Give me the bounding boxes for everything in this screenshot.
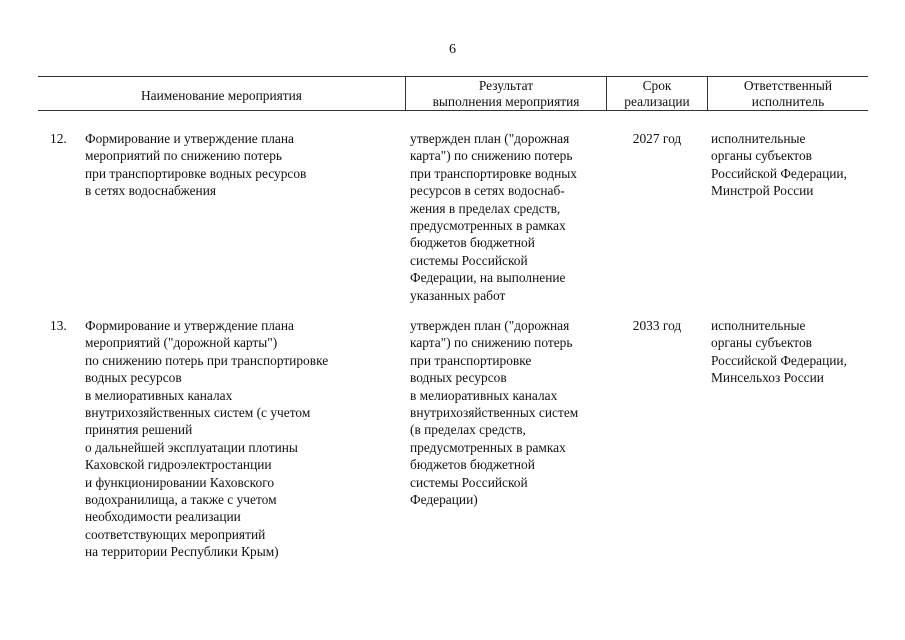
measure-name: Формирование и утверждение плана мероприятий по снижению потерь при транспортировке водных ресурсов в сетях водоснабжения	[85, 131, 307, 199]
table-header-top-rule	[38, 76, 868, 77]
column-header-term: Срок реализации	[624, 78, 690, 109]
column-header-result: Результат выполнения мероприятия	[432, 78, 580, 109]
measure-result: утвержден план ("дорожная карта") по снижению потерь при транспортировке водных ресурсов в мелиоративных каналах внутрихозяйственных систем (в пределах средств, предусмотренных в рамках бюджетов бюджетной системы Российской Федерации)	[410, 318, 579, 508]
column-header-name: Наименование мероприятия	[141, 88, 302, 103]
column-header-responsible: Ответственный исполнитель	[743, 78, 833, 109]
measure-term: 2027 год	[632, 131, 682, 146]
measure-responsible: исполнительные органы субъектов Российской Федерации, Минстрой России	[711, 131, 847, 199]
measure-responsible: исполнительные органы субъектов Российской Федерации, Минсельхоз России	[711, 318, 847, 386]
row-number: 13.	[50, 318, 67, 333]
row-number: 12.	[50, 131, 67, 146]
measure-name: Формирование и утверждение плана мероприятий ("дорожной карты") по снижению потерь при транспортировке водных ресурсов в мелиоративных каналах внутрихозяйственных систем (с учетом принятия решений о дальнейшей эксплуатации плотины Каховской гидроэлектростанции и функционировании Каховского водохранилища, а также с учетом необходимости реализации соответствующих мероприятий на территории Республики Крым)	[85, 318, 329, 560]
table-header-bottom-rule	[38, 110, 868, 111]
measure-result: утвержден план ("дорожная карта") по снижению потерь при транспортировке водных ресурсов в сетях водоснаб- жения в пределах средств, предусмотренных в рамках бюджетов бюджетной системы Российской Федерации, на выполнение указанных работ	[410, 131, 577, 303]
measure-term: 2033 год	[632, 318, 682, 333]
page-number: 6	[449, 42, 456, 57]
